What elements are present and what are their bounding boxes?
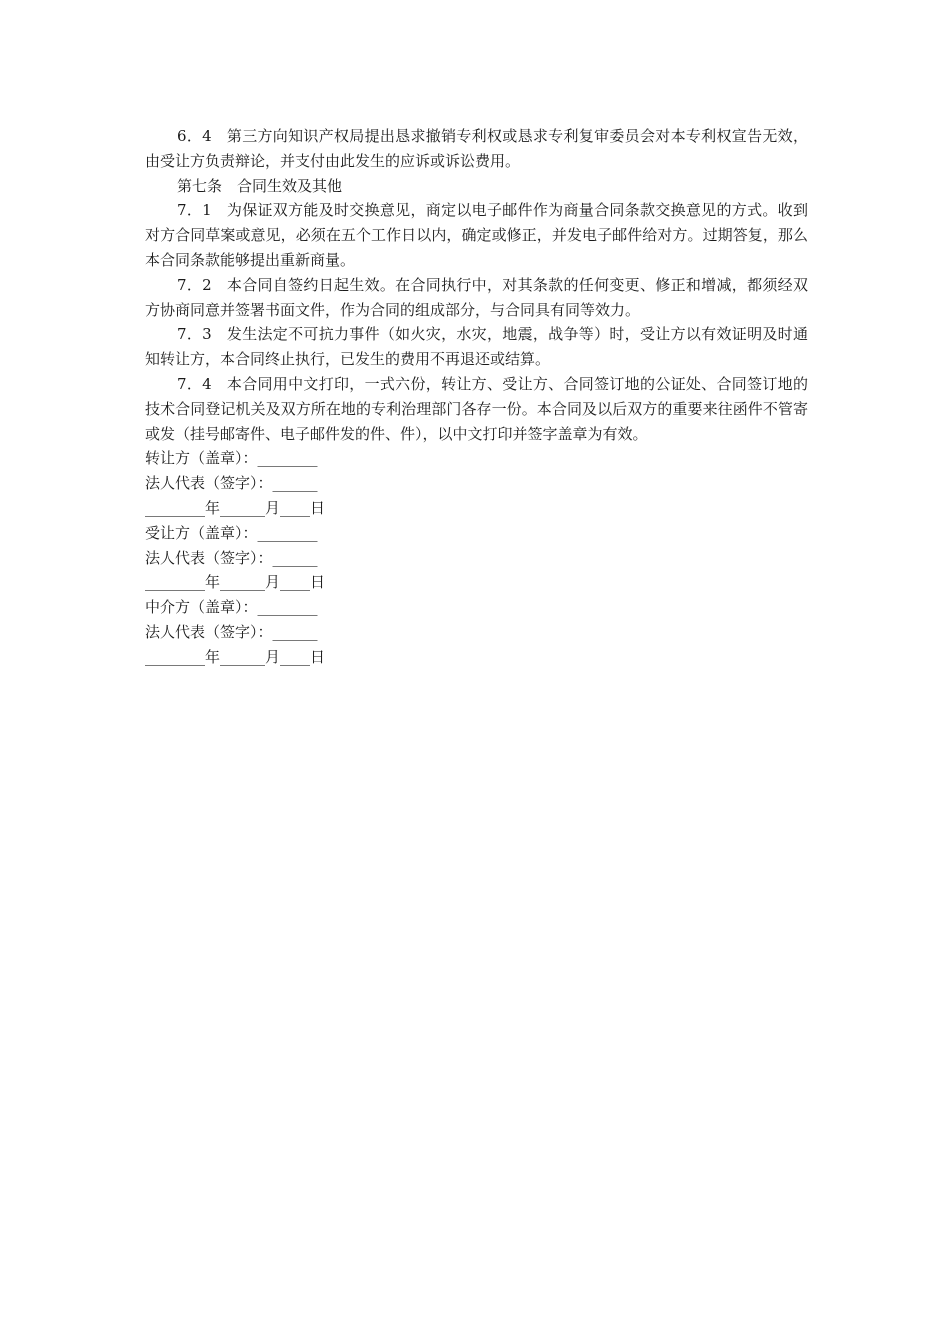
clause-number: 7．1 (177, 201, 212, 220)
clause-number: 6．4 (177, 127, 212, 145)
clause-spacer (212, 276, 227, 294)
clause-7-2 (145, 273, 808, 323)
clause-spacer (212, 127, 227, 145)
clause-6-4 (145, 124, 808, 174)
clause-number: 7．3 (177, 325, 212, 344)
clause-spacer (212, 375, 227, 393)
intermediary-representative-line: 法人代表（签字）：______ (145, 622, 318, 641)
transferor-seal-line: 转让方（盖章）：________ (145, 449, 318, 468)
clause-number: 7．2 (177, 275, 212, 294)
section-heading-article-7: 第七条 合同生效及其他 (177, 176, 343, 195)
clause-7-4 (145, 372, 808, 446)
clause-spacer (212, 325, 227, 343)
clause-7-1 (145, 198, 808, 272)
intermediary-seal-line: 中介方（盖章）：________ (145, 598, 318, 617)
transferee-date-line: ________年______月____日 (145, 573, 326, 592)
transferor-representative-line: 法人代表（签字）：______ (145, 474, 318, 493)
clause-text: 本合同用中文打印，一式六份，转让方、受让方、合同签订地的公证处、合同签订地的技术合同登记机关及双方所在地的专利治理部门各存一份。本合同及以后双方的重要来往函件不管寄或发（挂号邮寄件、电子邮件发的件、件），以中文打印并签字盖章为有效。 (145, 374, 808, 443)
transferor-date-line: ________年______月____日 (145, 498, 326, 517)
signature-block (145, 446, 808, 669)
clause-number: 7．4 (177, 374, 212, 393)
clause-spacer (212, 201, 227, 219)
intermediary-date-line: ________年______月____日 (145, 647, 326, 666)
transferee-seal-line: 受让方（盖章）：________ (145, 523, 318, 542)
transferee-representative-line: 法人代表（签字）：______ (145, 548, 318, 567)
clause-text: 第三方向知识产权局提出恳求撤销专利权或恳求专利复审委员会对本专利权宣告无效，由受让方负责辩论，并支付由此发生的应诉或诉讼费用。 (145, 127, 808, 170)
clause-text: 发生法定不可抗力事件（如火灾，水灾，地震，战争等）时，受让方以有效证明及时通知转让方，本合同终止执行，已发生的费用不再退还或结算。 (145, 325, 808, 369)
clause-7-3 (145, 322, 808, 372)
clause-text: 为保证双方能及时交换意见，商定以电子邮件作为商量合同条款交换意见的方式。收到对方合同草案或意见，必须在五个工作日以内，确定或修正，并发电子邮件给对方。过期答复，那么本合同条款能够提出重新商量。 (145, 201, 808, 269)
document-page (145, 124, 808, 670)
clause-text: 本合同自签约日起生效。在合同执行中，对其条款的任何变更、修正和增减，都须经双方协商同意并签署书面文件，作为合同的组成部分，与合同具有同等效力。 (145, 275, 808, 319)
